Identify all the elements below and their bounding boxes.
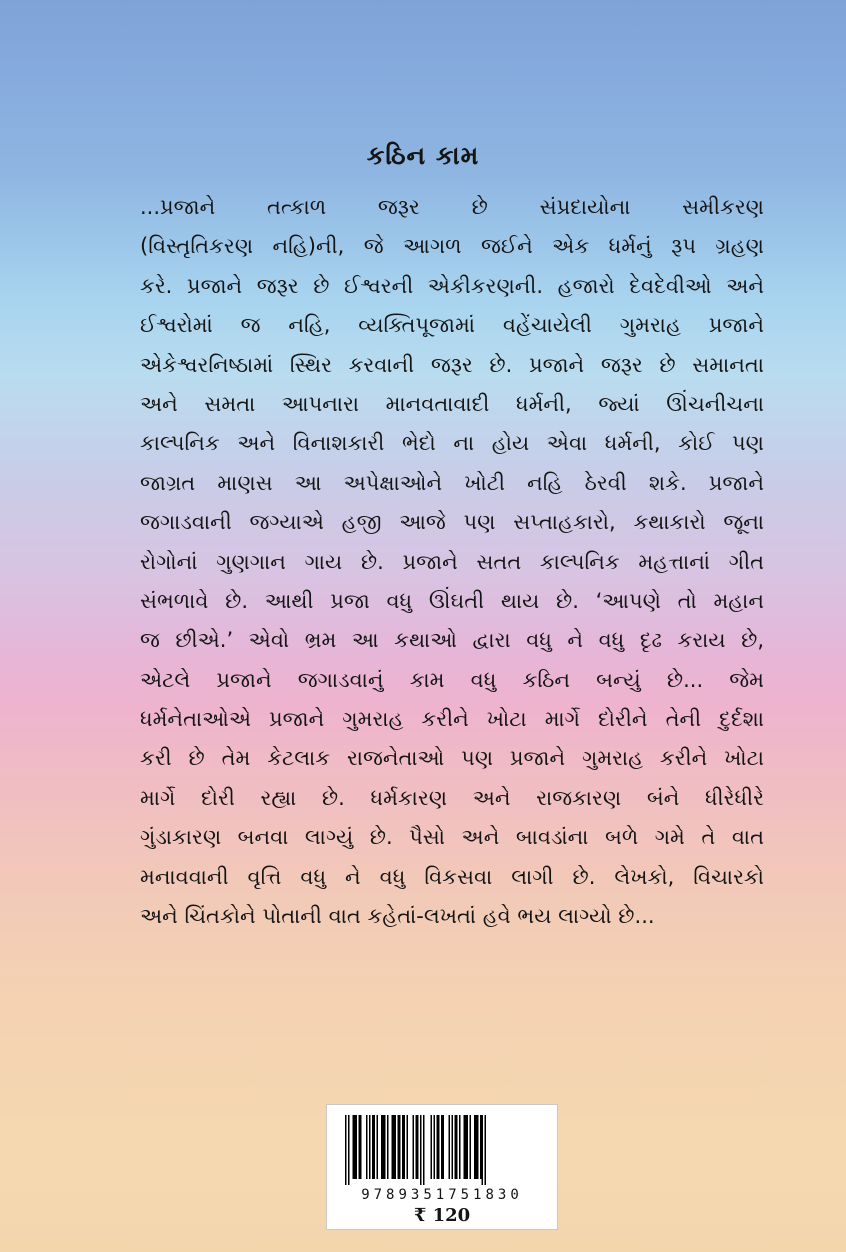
barcode-bar xyxy=(437,1115,440,1179)
paragraph-line: ગુંડાકારણ બનવા લાગ્યું છે. પૈસો અને બાવડાંના બળે ગમે તે વાત xyxy=(140,825,764,850)
paragraph-line: રોગોનાં ગુણગાન ગાય છે. પ્રજાને સતત કાલ્પનિક મહત્તાનાં ગીત xyxy=(140,549,764,574)
barcode-bar xyxy=(353,1115,358,1179)
barcode-bar xyxy=(464,1115,469,1179)
barcode-bar xyxy=(345,1115,347,1185)
barcode-bar xyxy=(470,1115,472,1179)
barcode-bar xyxy=(441,1115,444,1179)
barcode-bar xyxy=(407,1115,409,1179)
barcode-bar xyxy=(449,1115,451,1179)
barcode-bar xyxy=(377,1115,379,1179)
paragraph-line: સંભળાવે છે. આથી પ્રજા વધુ ઊંઘતી થાય છે. ‘આપણે તો મહાન xyxy=(140,588,764,613)
barcode-bar xyxy=(474,1115,479,1179)
barcode-label xyxy=(326,1104,558,1230)
paragraph-line: ધર્મનેતાઓએ પ્રજાને ગુમરાહ કરીને ખોટા માર્ગે દોરીને તેની દુર્દશા xyxy=(140,707,764,732)
paragraph-line: ઈશ્વરોમાં જ નહિ, વ્યક્તિપૂજામાં વહેંચાયેલી ગુમરાહ પ્રજાને xyxy=(140,313,764,338)
barcode-bar xyxy=(416,1115,419,1179)
barcode-bar xyxy=(420,1115,422,1185)
barcode-bar xyxy=(348,1115,350,1185)
barcode-bar xyxy=(387,1115,389,1179)
paragraph-line: માર્ગે દોરી રહ્યા છે. ધર્મકારણ અને રાજકારણ બંને ધીરેધીરે xyxy=(140,785,764,810)
paragraph-line: જગાડવાની જગ્યાએ હજી આજે પણ સપ્તાહકારો, કથાકારો જૂના xyxy=(140,510,764,535)
price-label: ₹ 120 xyxy=(413,1205,471,1226)
barcode-bar xyxy=(434,1115,436,1179)
paragraph-line: મનાવવાની વૃત્તિ વધુ ને વધુ વિકસવા લાગી છે. લેખકો, વિચારકો xyxy=(140,864,764,889)
paragraph-line: જ છીએ.’ એવો ભ્રમ આ કથાઓ દ્વારા વધુ ને વધુ દૃઢ કરાય છે, xyxy=(140,628,764,653)
barcode-bar xyxy=(359,1115,362,1179)
paragraph-line: અને ચિંતકોને પોતાની વાત કહેતાં-લખતાં હવે ભય લાગ્યો છે... xyxy=(140,904,655,929)
barcode-bar xyxy=(381,1115,386,1179)
barcode-bar xyxy=(455,1115,458,1179)
barcode-bar xyxy=(480,1115,482,1179)
paragraph-line: કાલ્પનિક અને વિનાશકારી ભેદો ના હોય એવા ધર્મની, કોઈ પણ xyxy=(140,431,764,456)
isbn-number: 9789351751830 xyxy=(361,1187,523,1203)
paragraph-line: (વિસ્તૃતિકરણ નહિ)ની, જે આગળ જઈને એક ધર્મનું રૂપ ગ્રહણ xyxy=(140,234,764,259)
paragraph-line: અને સમતા આપનારા માનવતાવાદી ધર્મની, જ્યાં ઊંચનીચના xyxy=(140,391,764,416)
paragraph-line: કરી છે તેમ કેટલાક રાજનેતાઓ પણ પ્રજાને ગુમરાહ કરીને ખોટા xyxy=(140,746,764,771)
barcode-bar xyxy=(369,1115,371,1179)
paragraph-line: કરે. પ્રજાને જરૂર છે ઈશ્વરની એકીકરણની. હજારો દેવદેવીઓ અને xyxy=(140,273,764,298)
barcode-icon xyxy=(343,1115,543,1185)
paragraph-line: એકેશ્વરનિષ્ઠામાં સ્થિર કરવાની જરૂર છે. પ્રજાને જરૂર છે સમાનતા xyxy=(140,352,764,377)
barcode-bar xyxy=(485,1115,487,1185)
barcode-bar xyxy=(413,1115,415,1179)
barcode-bar xyxy=(423,1115,425,1185)
barcode-bar xyxy=(459,1115,461,1179)
paragraph-line: એટલે પ્રજાને જગાડવાનું કામ વધુ કઠિન બન્યું છે... જેમ xyxy=(140,667,764,692)
paragraph-line: ...પ્રજાને તત્કાળ જરૂર છે સંપ્રદાયોના સમીકરણ xyxy=(140,195,764,219)
barcode-bar xyxy=(482,1115,484,1185)
barcode-bar xyxy=(452,1115,454,1179)
barcode-bar xyxy=(366,1115,368,1179)
barcode-bar xyxy=(392,1115,397,1179)
page-title: કઠિન કામ xyxy=(366,141,480,170)
barcode-bar xyxy=(372,1115,375,1179)
barcode-bar xyxy=(402,1115,405,1179)
blurb-paragraph xyxy=(140,188,764,936)
barcode-bar xyxy=(431,1115,433,1179)
barcode-bar xyxy=(398,1115,401,1179)
paragraph-line: જાગ્રત માણસ આ અપેક્ષાઓને ખોટી નહિ ઠેરવી શકે. પ્રજાને xyxy=(140,470,764,495)
